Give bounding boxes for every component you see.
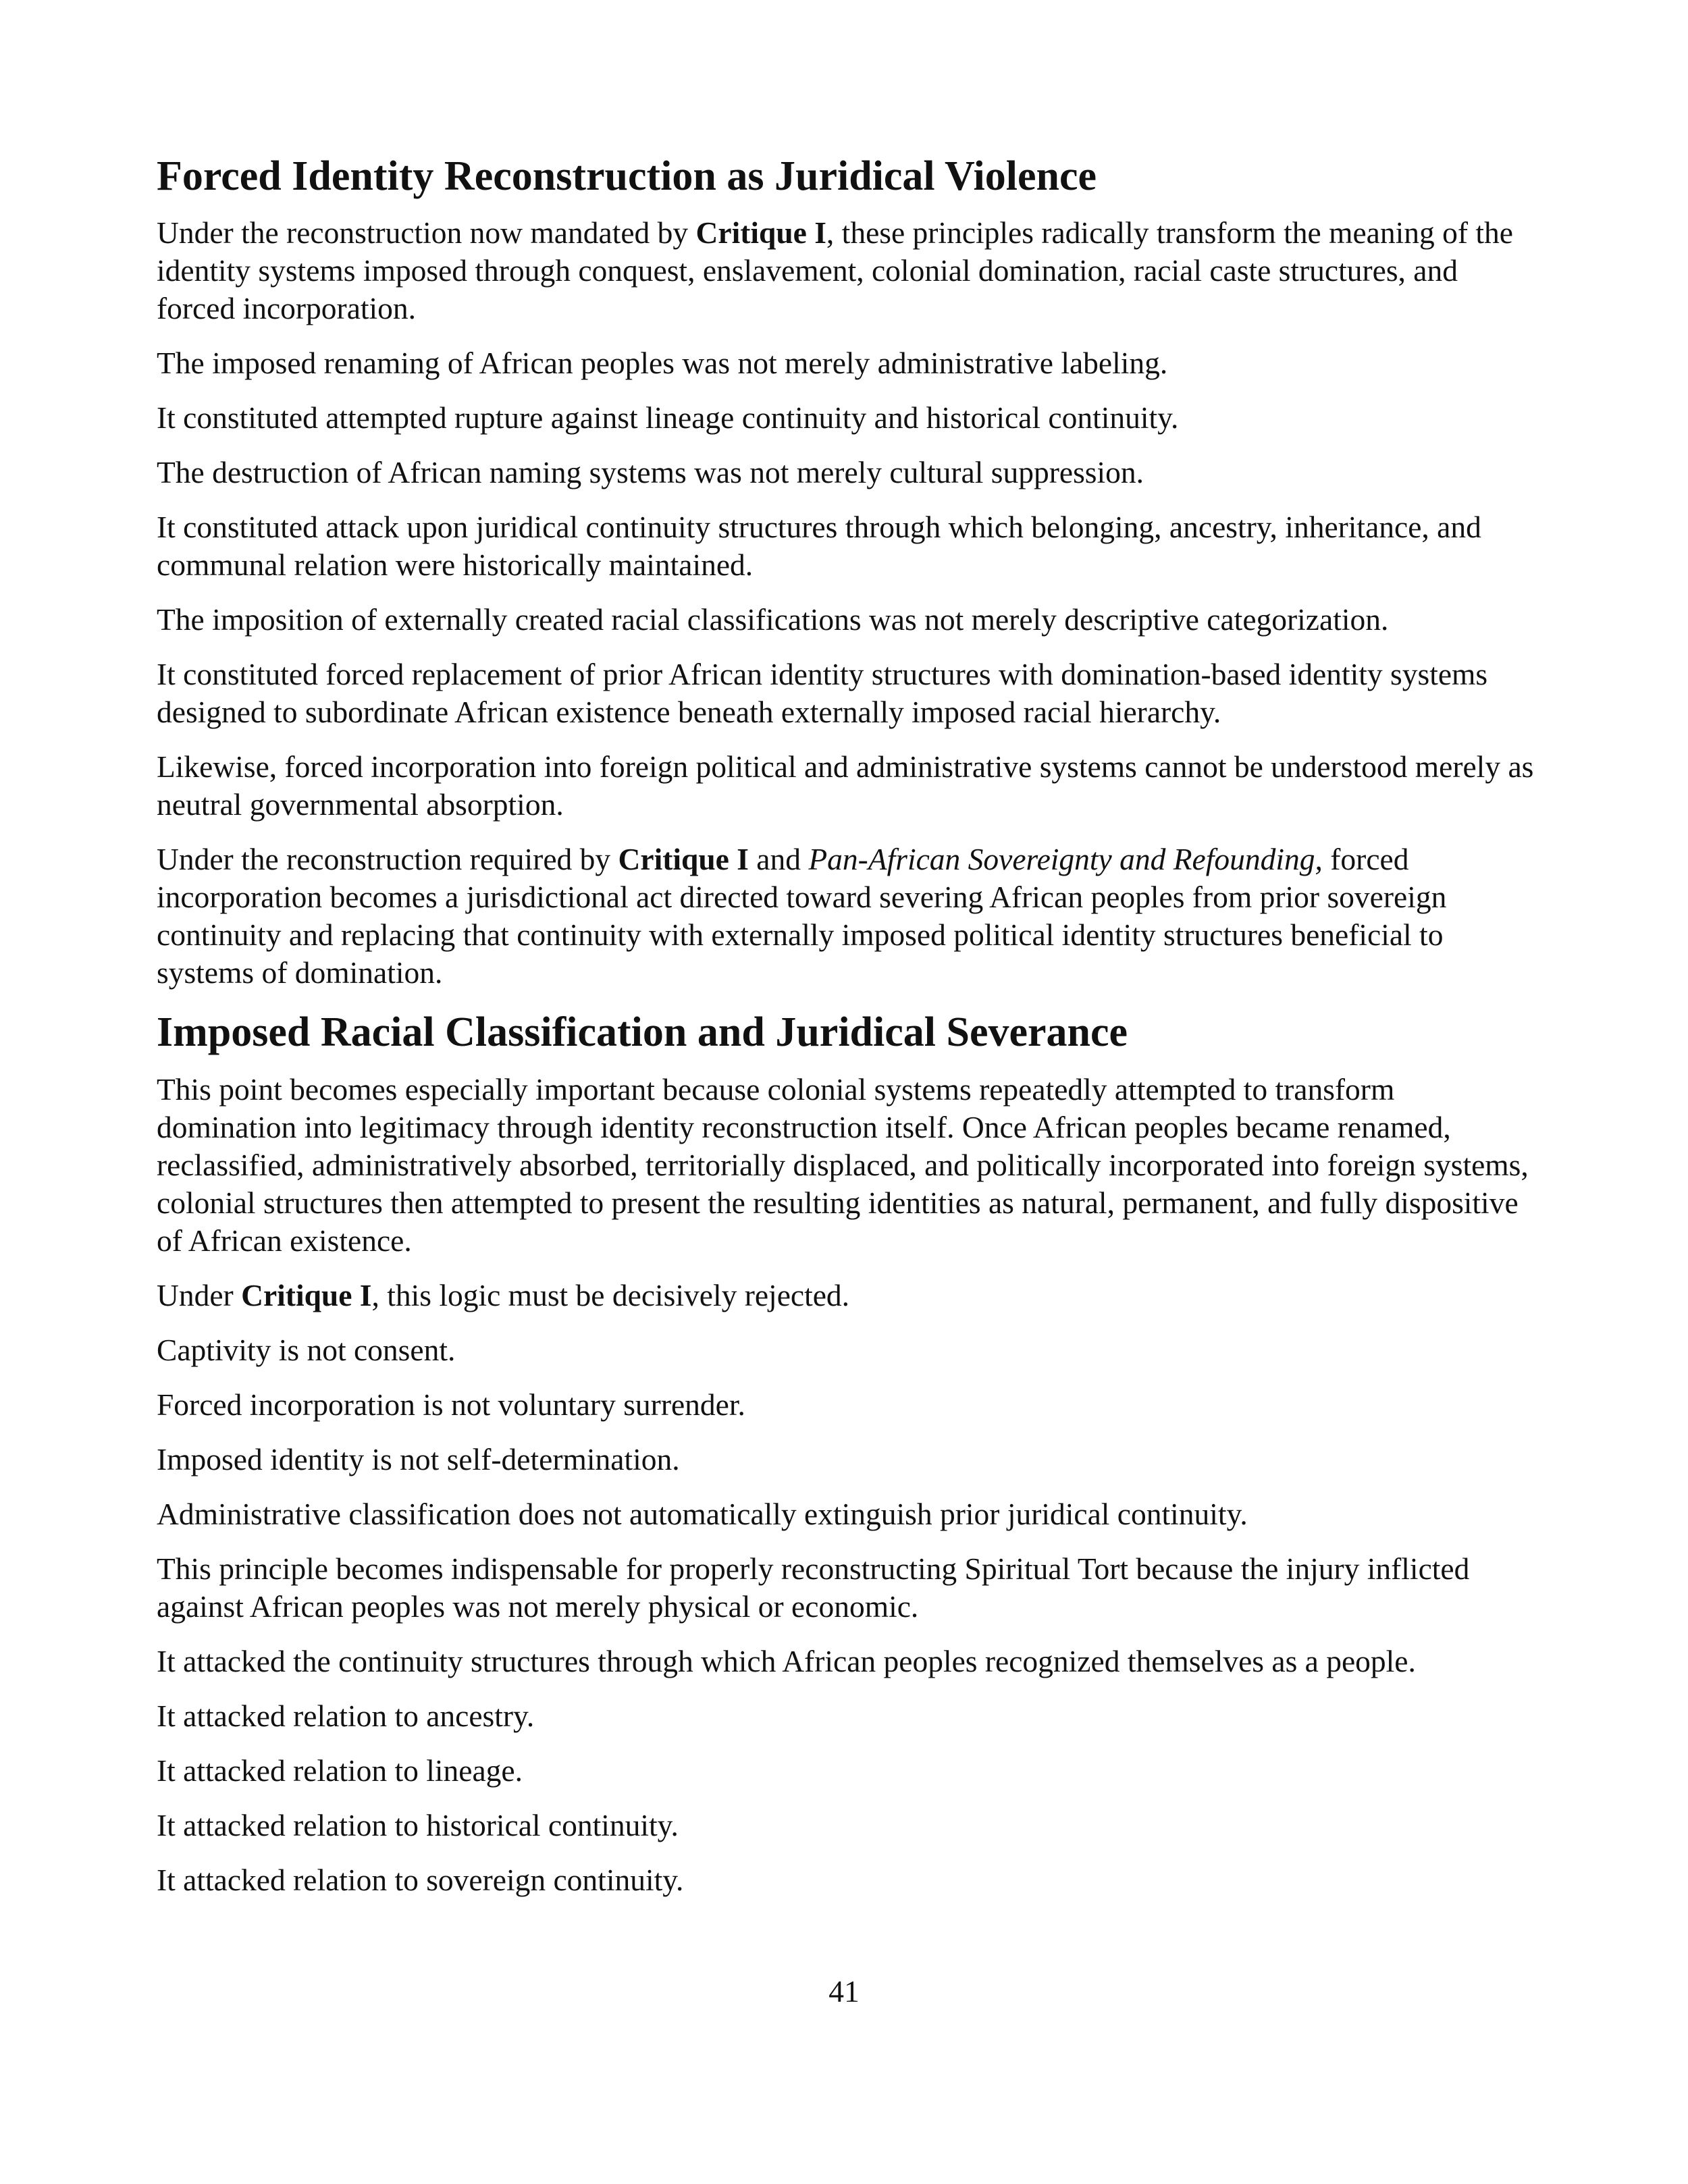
page-number: 41	[828, 1974, 860, 2008]
paragraph: It constituted attack upon juridical continuity structures through which belonging, ancestry, inheritance, and communal relation were historically maintained.	[157, 510, 1481, 583]
paragraph	[157, 1277, 1541, 1314]
bold-reference: Critique I	[241, 1277, 372, 1312]
section-heading-imposed-racial: Imposed Racial Classification and Juridical Severance	[157, 1009, 1128, 1056]
paragraph	[157, 841, 1541, 992]
paragraph: This point becomes especially important because colonial systems repeatedly attempted to transform domination into legitimacy through identity reconstruction itself. Once African peoples became renamed, reclassified, administratively absorbed, territorially displaced, and politically incorporated into foreign systems, colonial structures then attempted to present the resulting identities as natural, permanent, and fully dispositive of African existence.	[157, 1071, 1529, 1258]
paragraph: Imposed identity is not self-determination.	[157, 1441, 680, 1476]
text-run: forced incorporation becomes a jurisdictional act directed toward severing African peoples from prior sovereign continuity and replacing that continuity with externally imposed political identity structures beneficial to systems of domination.	[157, 842, 1447, 990]
text-run: Under the reconstruction now mandated by	[157, 215, 696, 250]
italic-title: Pan-African Sovereignty and Refounding,	[808, 842, 1323, 877]
paragraph: Likewise, forced incorporation into foreign political and administrative systems cannot be understood merely as neutral governmental absorption.	[157, 749, 1534, 822]
paragraph: It attacked relation to lineage.	[157, 1753, 523, 1788]
text-run: and	[748, 842, 809, 877]
paragraph: It attacked relation to ancestry.	[157, 1698, 535, 1733]
text-run: Under	[157, 1277, 242, 1312]
text-run: Under the reconstruction required by	[157, 842, 618, 877]
paragraph: This principle becomes indispensable for properly reconstructing Spiritual Tort because the injury inflicted against African peoples was not merely physical or economic.	[157, 1551, 1470, 1624]
paragraph: It attacked the continuity structures through which African peoples recognized themselves as a people.	[157, 1643, 1416, 1678]
paragraph: It attacked relation to sovereign continuity.	[157, 1862, 684, 1897]
bold-reference: Critique I	[618, 842, 749, 877]
page-body	[157, 153, 1541, 1916]
text-run: , these principles radically transform the meaning of the identity systems imposed through conquest, enslavement, colonial domination, racial caste structures, and forced incorporation.	[157, 215, 1514, 326]
paragraph: The imposition of externally created racial classifications was not merely descriptive categorization.	[157, 602, 1389, 637]
paragraph: Captivity is not consent.	[157, 1332, 456, 1367]
paragraph: Administrative classification does not automatically extinguish prior juridical continuity.	[157, 1496, 1248, 1531]
paragraph: The imposed renaming of African peoples was not merely administrative labeling.	[157, 346, 1168, 381]
paragraph: The destruction of African naming systems was not merely cultural suppression.	[157, 455, 1144, 490]
paragraph: It constituted attempted rupture against lineage continuity and historical continuity.	[157, 400, 1179, 435]
section-heading-forced-identity: Forced Identity Reconstruction as Juridical Violence	[157, 153, 1097, 199]
paragraph	[157, 214, 1541, 327]
paragraph: It attacked relation to historical continuity.	[157, 1807, 679, 1842]
paragraph: It constituted forced replacement of prior African identity structures with domination-based identity systems designed to subordinate African existence beneath externally imposed racial hierarchy.	[157, 657, 1488, 730]
paragraph: Forced incorporation is not voluntary surrender.	[157, 1387, 745, 1422]
text-run: , this logic must be decisively rejected.	[371, 1277, 850, 1312]
bold-reference: Critique I	[695, 215, 826, 250]
